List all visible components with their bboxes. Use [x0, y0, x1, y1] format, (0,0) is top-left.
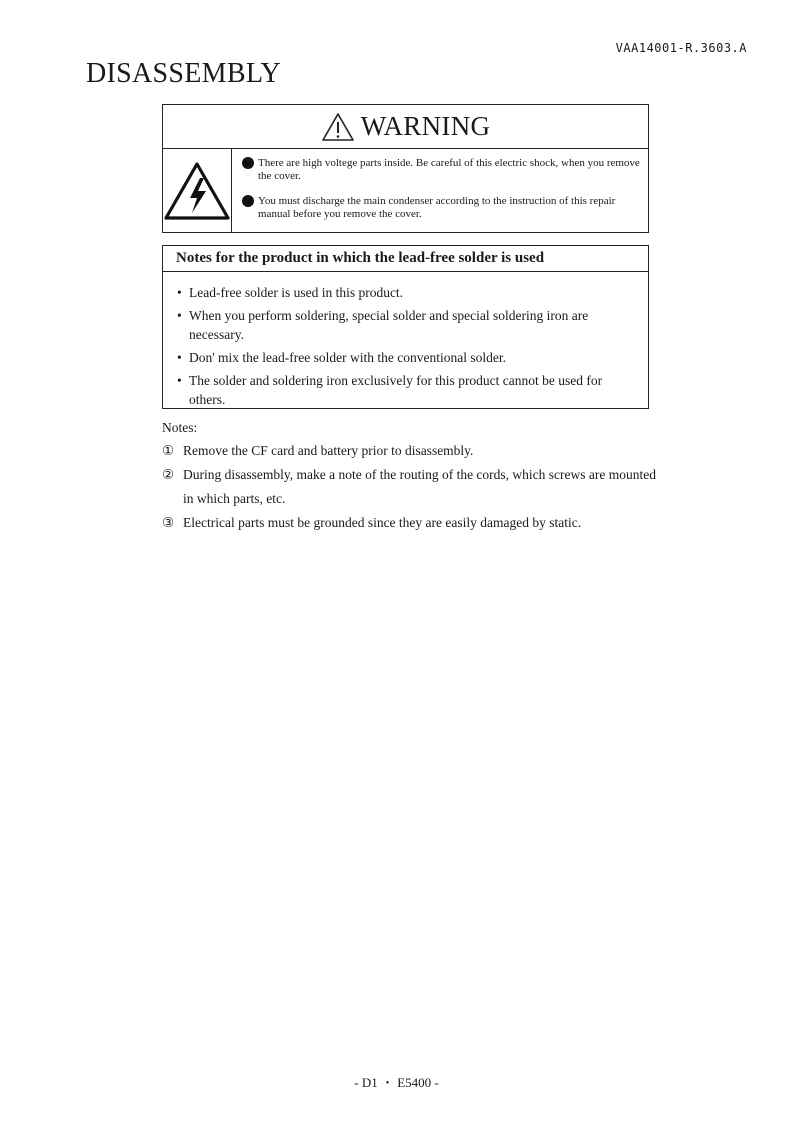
note-text: Remove the CF card and battery prior to disassembly.	[183, 443, 474, 458]
note-item	[162, 463, 662, 511]
note-text: During disassembly, make a note of the routing of the cords, which screws are mounted in which parts, etc.	[183, 467, 657, 506]
warning-item-text: You must discharge the main condenser according to the instruction of this repair manual before you remove the cover.	[258, 195, 616, 220]
warning-body	[163, 149, 648, 233]
leadfree-notes-box	[162, 245, 649, 409]
list-item-text: Don' mix the lead-free solder with the conventional solder.	[189, 350, 506, 365]
bullet-dot-icon	[242, 195, 254, 207]
notes-label: Notes:	[162, 420, 198, 435]
list-item	[177, 348, 628, 367]
list-item-text: Lead-free solder is used in this product.	[189, 285, 404, 300]
note-number: ②	[162, 467, 175, 482]
page-footer: - D1 ・ E5400 -	[354, 1075, 439, 1090]
warning-header	[163, 105, 648, 149]
leadfree-list	[163, 272, 648, 409]
list-item	[177, 283, 628, 302]
warning-box	[162, 104, 649, 233]
leadfree-title: Notes for the product in which the lead-free solder is used	[163, 246, 648, 272]
bullet-dot-icon	[242, 157, 254, 169]
list-item-text: The solder and soldering iron exclusively for this product cannot be used for others.	[189, 373, 603, 407]
warning-item	[242, 157, 642, 183]
warning-item-text: There are high voltege parts inside. Be careful of this electric shock, when you remove the cover.	[258, 157, 640, 182]
list-item-text: When you perform soldering, special solder and special soldering iron are necessary.	[189, 308, 589, 342]
warning-items	[232, 149, 648, 233]
warning-icon-cell	[163, 149, 232, 233]
bullet-icon: •	[177, 308, 182, 323]
electric-shock-icon	[163, 161, 231, 221]
note-text: Electrical parts must be grounded since they are easily damaged by static.	[183, 515, 582, 530]
note-item	[162, 439, 662, 463]
bullet-icon: •	[177, 285, 182, 300]
warning-triangle-icon	[321, 112, 355, 142]
note-number: ③	[162, 515, 175, 530]
bullet-icon: •	[177, 350, 182, 365]
warning-title: WARNING	[360, 111, 491, 141]
bullet-icon: •	[177, 373, 182, 388]
list-item	[177, 306, 628, 344]
document-code: VAA14001-R.3603.A	[615, 41, 747, 55]
note-number: ①	[162, 443, 175, 458]
notes-section	[162, 419, 662, 535]
page-title: DISASSEMBLY	[86, 58, 281, 89]
note-item	[162, 511, 662, 535]
warning-item	[242, 195, 642, 221]
list-item	[177, 371, 628, 409]
